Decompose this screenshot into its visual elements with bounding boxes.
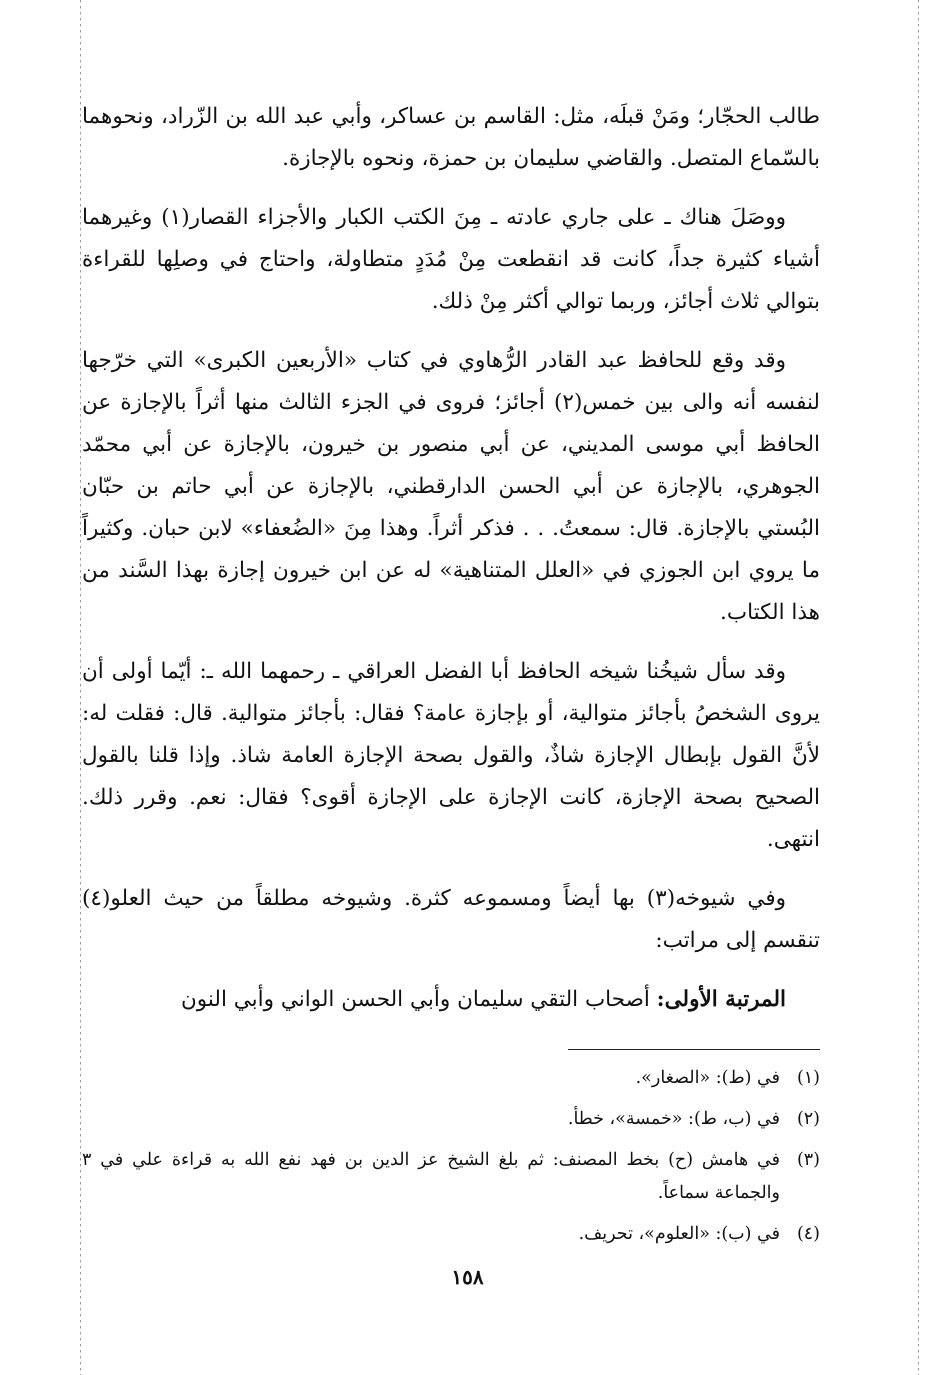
paragraph: طالب الحجّار؛ ومَنْ قبلَه، مثل: القاسم بن عساكر، وأبي عبد الله بن الزّراد، ونحوهما بالسّماع المتصل. والقاضي سليمان بن حمزة، ونحوه بالإجازة. [82,104,820,171]
footnote-text: في (ب): «العلوم»، تحريف. [578,1224,780,1244]
footnote-number: (٣) [796,1150,820,1170]
paragraph: وفي شيوخه(٣) بها أيضاً ومسموعه كثرة. وشيوخه مطلقاً من حيث العلو(٤) تنقسم إلى مراتب: [82,886,820,953]
rank-heading: المرتبة الأولى: [656,987,786,1012]
footnote-text: في (ط): «الصغار». [635,1068,780,1088]
footnote [82,1218,820,1251]
footnote-text: في (ب، ط): «خمسة»، خطأ. [567,1109,780,1129]
footnotes [82,1062,820,1251]
paragraph: وقد وقع للحافظ عبد القادر الرُّهاوي في كتاب «الأربعين الكبرى» التي خرّجها لنفسه أنه والى بين خمس(٢) أجائز؛ فروى في الجزء الثالث منها أثراً بالإجازة عن الحافظ أبي موسى المديني، عن أبي منصور بن خيرون، بالإجازة عن أبي محمّد الجوهري، بالإجازة عن أبي الحسن الدارقطني، بالإجازة عن أبي حاتم بن حبّان البُستي بالإجازة. قال: سمعتُ. . . فذكر أثراً. وهذا مِنَ «الضُعفاء» لابن حبان. وكثيراً ما يروي ابن الجوزي في «العلل المتناهية» له عن ابن خيرون إجازة بهذا السَّند من هذا الكتاب. [82,348,820,625]
footnote-separator [568,1049,820,1050]
footnote-text: في هامش (ح) بخط المصنف: ثم بلغ الشيخ عز الدين بن فهد نفع الله به قراءة علي في ٣ والجماعة سماعاً. [82,1150,781,1203]
footnote [82,1062,820,1095]
paragraph: ووصَلَ هناك ـ على جاري عادته ـ مِنَ الكتب الكبار والأجزاء القصار(١) وغيرهما أشياء كثيرة جداً، كانت قد انقطعت مِنْ مُدَدٍ متطاولة، واحتاج في وصلِها للقراءة بتوالي ثلاث أجائز، وربما توالي أكثر مِنْ ذلك. [82,205,820,314]
page-number: ١٥٨ [451,1265,484,1289]
rank-text: أصحاب التقي سليمان وأبي الحسن الواني وأبي النون [181,987,657,1012]
footnote-number: (١) [796,1068,820,1088]
paragraph: وقد سأل شيخُنا شيخه الحافظ أبا الفضل العراقي ـ رحمهما الله ـ: أيّما أولى أن يروى الشخصُ بأجائز متوالية، أو بإجازة عامة؟ فقال: بأجائز متوالية. قال: فقلت له: لأنَّ القول بإبطال الإجازة شاذٌ، والقول بصحة الإجازة العامة شاذ. وإذا قلنا بالقول الصحيح بصحة الإجازة، كانت الإجازة على الإجازة أقوى؟ فقال: نعم. وقرر ذلك. انتهى. [82,659,820,852]
right-page-edge [918,0,919,1375]
left-page-edge [80,0,81,1375]
footnote-number: (٤) [796,1224,820,1244]
footnote [82,1144,820,1210]
page-body [82,96,820,1259]
paragraph-rank-one [82,979,820,1021]
footnote [82,1103,820,1136]
footnote-number: (٢) [796,1109,820,1129]
